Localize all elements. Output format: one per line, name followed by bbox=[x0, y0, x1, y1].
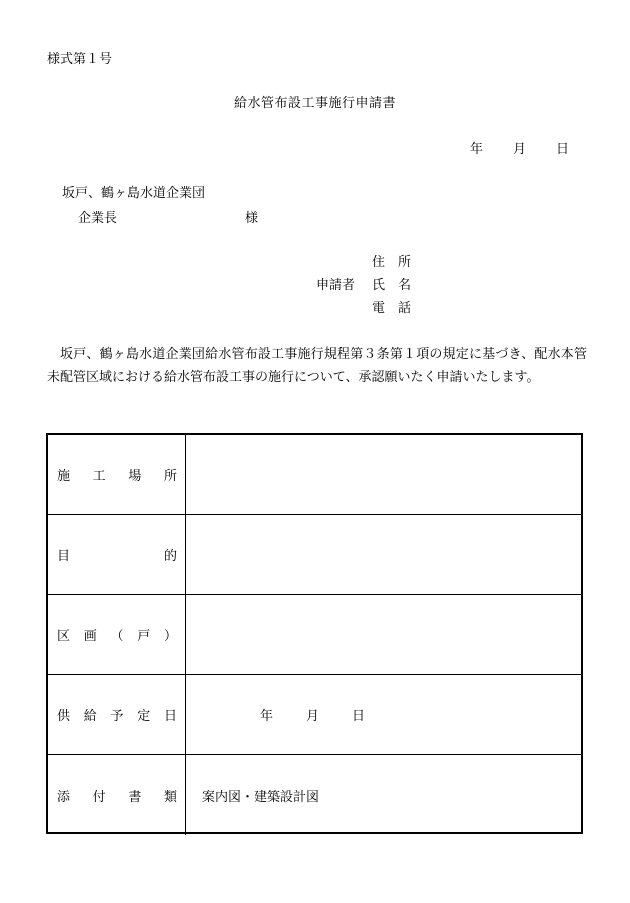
label-char: 類 bbox=[163, 789, 177, 805]
label-char: 添 bbox=[57, 789, 71, 805]
table-row-attachments bbox=[48, 755, 581, 835]
value-text: 案内図・建築設計図 bbox=[202, 789, 320, 805]
label-char: 施 bbox=[57, 469, 71, 484]
applicant-name-label: 氏 名 bbox=[372, 278, 412, 293]
label-purpose bbox=[48, 515, 186, 594]
label-char: 付 bbox=[92, 789, 106, 805]
supply-date-day: 日 bbox=[352, 709, 366, 724]
value-lots[interactable] bbox=[186, 595, 581, 674]
addressee-honorific: 様 bbox=[245, 211, 259, 226]
label-construction-site bbox=[48, 435, 186, 514]
table-row-purpose bbox=[48, 515, 581, 595]
supply-date-fields bbox=[186, 705, 365, 724]
applicant-address-label: 住 所 bbox=[372, 255, 412, 270]
label-attachments bbox=[48, 755, 186, 835]
applicant-role-label: 申請者 bbox=[316, 278, 356, 293]
form-number: 様式第１号 bbox=[47, 52, 113, 67]
value-purpose[interactable] bbox=[186, 515, 581, 594]
label-lots bbox=[48, 595, 186, 674]
supply-date-year: 年 bbox=[260, 709, 274, 724]
label-char: 画 bbox=[83, 629, 97, 644]
value-supply-date[interactable] bbox=[186, 675, 581, 754]
label-char: 的 bbox=[163, 549, 177, 564]
label-char: 供 bbox=[57, 709, 71, 724]
application-date bbox=[470, 143, 569, 156]
date-day: 日 bbox=[556, 142, 570, 157]
date-year: 年 bbox=[470, 142, 484, 157]
label-char: 日 bbox=[163, 709, 177, 724]
label-supply-date bbox=[48, 675, 186, 754]
label-char: 所 bbox=[163, 469, 177, 484]
addressee-title: 企業長 bbox=[78, 211, 118, 226]
table-row-construction-site bbox=[48, 435, 581, 515]
application-body-text: 坂戸、鶴ヶ島水道企業団給水管布設工事施行規程第３条第１項の規定に基づき、配水本管未配管区域における給水管布設工事の施行について、承認願いたく申請いたします。 bbox=[47, 347, 587, 385]
page-title: 給水管布設工事施行申請書 bbox=[233, 96, 396, 111]
addressee-organization: 坂戸、鶴ヶ島水道企業団 bbox=[62, 186, 206, 201]
label-char: ） bbox=[163, 629, 177, 644]
application-details-table bbox=[46, 433, 583, 834]
label-char: 区 bbox=[57, 629, 71, 644]
applicant-phone-label: 電 話 bbox=[372, 301, 412, 316]
date-month: 月 bbox=[513, 142, 527, 157]
label-char: 給 bbox=[83, 709, 97, 724]
table-row-supply-date bbox=[48, 675, 581, 755]
table-row-lots bbox=[48, 595, 581, 675]
value-attachments[interactable] bbox=[186, 755, 581, 835]
label-char: 目 bbox=[57, 549, 71, 564]
label-char: 予 bbox=[110, 709, 124, 724]
value-construction-site[interactable] bbox=[186, 435, 581, 514]
label-char: 戸 bbox=[137, 629, 151, 644]
supply-date-month: 月 bbox=[306, 709, 320, 724]
label-char: （ bbox=[110, 629, 124, 644]
label-char: 書 bbox=[128, 789, 142, 805]
label-char: 場 bbox=[128, 469, 142, 484]
label-char: 定 bbox=[137, 709, 151, 724]
label-char: 工 bbox=[92, 469, 106, 484]
